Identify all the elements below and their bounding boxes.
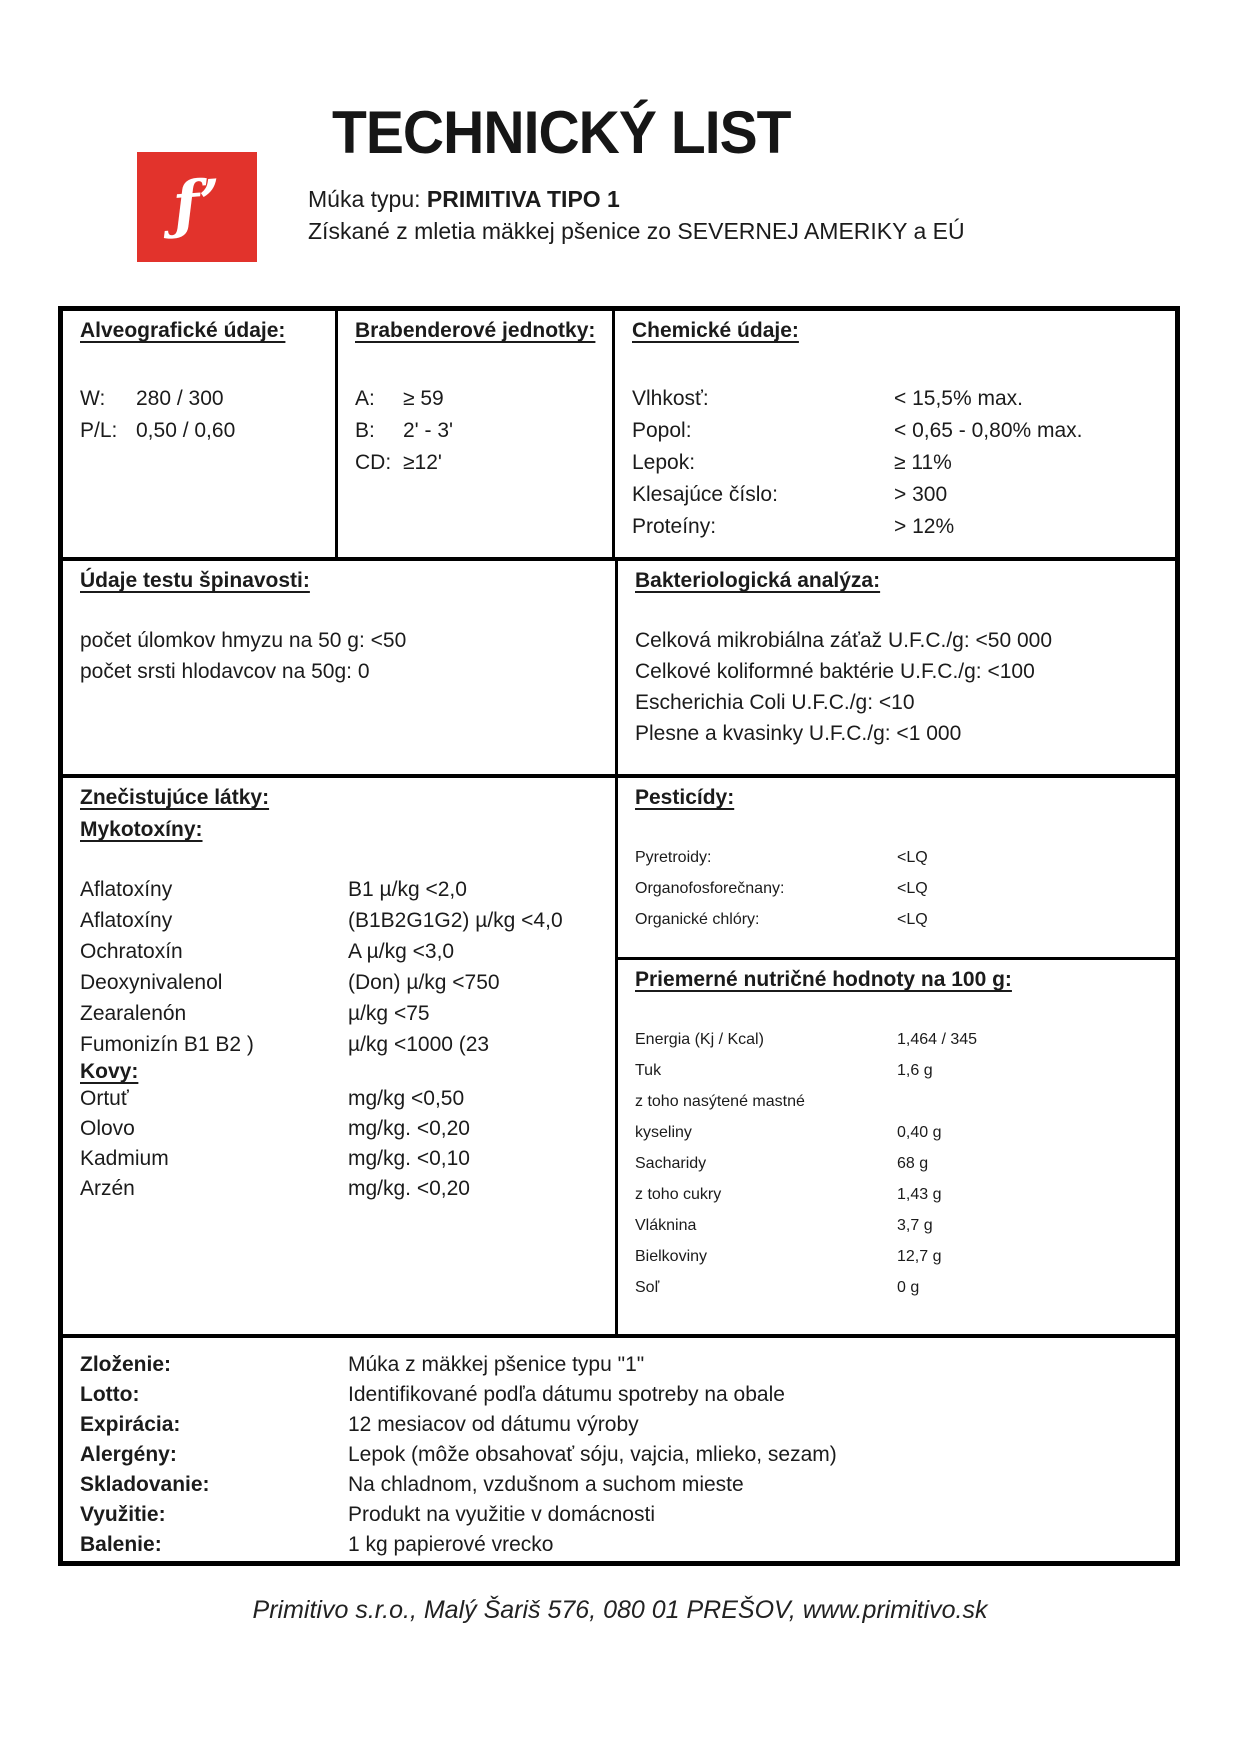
row-value: <LQ (897, 849, 928, 866)
row-value: Na chladnom, vzdušnom a suchom mieste (348, 1473, 744, 1496)
table-row (635, 904, 1163, 935)
table-row (635, 1055, 1163, 1086)
section-heading: Mykotoxíny: (80, 818, 203, 841)
table-row (635, 1117, 1163, 1148)
row-value: > 300 (894, 483, 948, 506)
table-row (80, 1470, 1163, 1500)
table-row (635, 1272, 1163, 1303)
page-title: TECHNICKÝ LIST (332, 99, 791, 166)
row-value: ≥ 11% (894, 451, 952, 474)
row-value: Identifikované podľa dátumu spotreby na obale (348, 1383, 785, 1406)
pesticides-cell (618, 778, 1175, 960)
row-label: Deoxynivalenol (80, 971, 223, 994)
table-row (635, 1086, 1163, 1117)
row-label: Organofosforečnany: (635, 880, 785, 897)
table-row (632, 479, 1163, 511)
table-row (80, 874, 603, 905)
table-row (80, 936, 603, 967)
table-row (355, 415, 600, 447)
row-value: < 15,5% max. (894, 387, 1023, 410)
row-label: z toho nasýtené mastné (635, 1093, 805, 1110)
row-value: 0,50 / 0,60 (136, 419, 236, 442)
row-label: Balenie: (80, 1533, 162, 1556)
row-value: mg/kg <0,50 (348, 1087, 465, 1110)
row-label: kyseliny (635, 1124, 692, 1141)
row-label: Alergény: (80, 1443, 177, 1466)
table-row (635, 1210, 1163, 1241)
table-row (80, 1084, 603, 1114)
flour-type-line (308, 186, 620, 213)
data-line: počet úlomkov hmyzu na 50 g: <50 (80, 629, 407, 652)
data-line: Celkové koliformné baktérie U.F.C./g: <100 (635, 660, 1035, 683)
table-row (635, 1148, 1163, 1179)
spec-table (58, 306, 1180, 1566)
row-value: 12 mesiacov od dátumu výroby (348, 1413, 639, 1436)
section-heading: Údaje testu špinavosti: (80, 569, 310, 592)
row-value (897, 1086, 1163, 1117)
row-value: A µ/kg <3,0 (348, 940, 455, 963)
bacteriological-cell (618, 561, 1175, 774)
row-value: 1 kg papierové vrecko (348, 1533, 554, 1556)
section-heading: Pesticídy: (635, 786, 735, 809)
chemical-cell (615, 311, 1175, 557)
table-row-3 (63, 774, 1175, 1334)
row-value: 2' - 3' (403, 419, 454, 442)
flour-type-label: Múka typu: (308, 186, 427, 212)
table-row (355, 447, 600, 479)
row-label: W: (80, 387, 106, 410)
row-value: µ/kg <1000 (23 (348, 1033, 490, 1056)
row-label: Zloženie: (80, 1353, 172, 1376)
section-heading: Kovy: (80, 1060, 139, 1083)
row-value: 0 g (897, 1279, 920, 1296)
table-row (80, 1114, 603, 1144)
row-value: mg/kg. <0,20 (348, 1177, 470, 1200)
table-row-1 (63, 311, 1175, 557)
table-row (80, 1410, 1163, 1440)
table-row (80, 967, 603, 998)
row-label: Pyretroidy: (635, 849, 712, 866)
row-value: 68 g (897, 1155, 929, 1172)
row-value: ≥12' (403, 451, 442, 474)
row-label: Bielkoviny (635, 1248, 708, 1265)
brand-logo (137, 152, 257, 262)
row-label: z toho cukry (635, 1186, 722, 1203)
row-value: mg/kg. <0,20 (348, 1117, 470, 1140)
row-label: CD: (355, 451, 392, 474)
section-heading: Brabenderové jednotky: (355, 319, 596, 342)
row-label: Využitie: (80, 1503, 166, 1526)
table-row (80, 1029, 603, 1060)
row-label: Aflatoxíny (80, 878, 173, 901)
row-label: Fumonizín B1 B2 ) (80, 1033, 254, 1056)
table-row (632, 511, 1163, 543)
row-value: 12,7 g (897, 1248, 942, 1265)
section-heading: Bakteriologická analýza: (635, 569, 881, 592)
row-value: 3,7 g (897, 1217, 933, 1234)
table-row-4 (63, 1334, 1175, 1561)
table-row (355, 383, 600, 415)
row-label: Vlhkosť: (632, 387, 709, 410)
section-heading: Znečistujúce látky: (80, 786, 270, 809)
row-label: Soľ (635, 1279, 660, 1296)
row-value: µ/kg <75 (348, 1002, 430, 1025)
nutrition-cell (618, 960, 1175, 1334)
row-label: Popol: (632, 419, 692, 442)
row-label: Lotto: (80, 1383, 140, 1406)
table-row (635, 842, 1163, 873)
brabender-cell (338, 311, 615, 557)
row-label: Energia (Kj / Kcal) (635, 1031, 764, 1048)
row-value: Lepok (môže obsahovať sóju, vajcia, mlieko, sezam) (348, 1443, 837, 1466)
table-row (80, 998, 603, 1029)
row-label: Skladovanie: (80, 1473, 210, 1496)
row-value: 1,464 / 345 (897, 1031, 978, 1048)
table-row (632, 447, 1163, 479)
row-value: ≥ 59 (403, 387, 444, 410)
contaminants-cell (63, 778, 618, 1334)
table-row (632, 415, 1163, 447)
row-label: Aflatoxíny (80, 909, 173, 932)
table-row (80, 383, 323, 415)
section-heading: Alveografické údaje: (80, 319, 286, 342)
table-row (80, 1144, 603, 1174)
table-row (635, 873, 1163, 904)
row-label: B: (355, 419, 375, 442)
row-label: Ochratoxín (80, 940, 183, 963)
row-label: Vláknina (635, 1217, 697, 1234)
row-value: Produkt na využitie v domácnosti (348, 1503, 655, 1526)
row-label: Ortuť (80, 1087, 129, 1110)
row-label: Olovo (80, 1117, 135, 1140)
row-value: <LQ (897, 911, 928, 928)
section-heading: Priemerné nutričné hodnoty na 100 g: (635, 968, 1012, 991)
section-heading: Chemické údaje: (632, 319, 799, 342)
row-value: 0,40 g (897, 1124, 942, 1141)
table-row (635, 1024, 1163, 1055)
table-row (632, 383, 1163, 415)
row-value: (B1B2G1G2) µ/kg <4,0 (348, 909, 563, 932)
table-row (80, 1440, 1163, 1470)
table-row (80, 1380, 1163, 1410)
pesticides-nutrition-column (618, 778, 1175, 1334)
table-row (635, 1179, 1163, 1210)
table-row-2 (63, 557, 1175, 774)
table-row (80, 415, 323, 447)
row-label: P/L: (80, 419, 118, 442)
data-line: Plesne a kvasinky U.F.C./g: <1 000 (635, 722, 962, 745)
row-label: Sacharidy (635, 1155, 707, 1172)
row-label: Expirácia: (80, 1413, 181, 1436)
row-label: Zearalenón (80, 1002, 187, 1025)
row-label: Kadmium (80, 1147, 169, 1170)
alveographic-cell (63, 311, 338, 557)
company-footer: Primitivo s.r.o., Malý Šariš 576, 080 01 PREŠOV, www.primitivo.sk (252, 1596, 988, 1624)
row-value: 1,43 g (897, 1186, 942, 1203)
row-label: Tuk (635, 1062, 662, 1079)
row-value: <LQ (897, 880, 928, 897)
row-value: mg/kg. <0,10 (348, 1147, 470, 1170)
row-label: Organické chlóry: (635, 911, 760, 928)
data-line: počet srsti hlodavcov na 50g: 0 (80, 660, 370, 683)
table-row (80, 1500, 1163, 1530)
row-value: 280 / 300 (136, 387, 224, 410)
origin-line: Získané z mletia mäkkej pšenice zo SEVERNEJ AMERIKY a EÚ (308, 218, 965, 244)
table-row (635, 1241, 1163, 1272)
flour-brand-icon: ƒ’ (170, 165, 224, 242)
row-label: Arzén (80, 1177, 135, 1200)
table-row (80, 905, 603, 936)
row-value: Múka z mäkkej pšenice typu "1" (348, 1353, 645, 1376)
table-row (80, 1174, 603, 1204)
row-value: (Don) µ/kg <750 (348, 971, 500, 994)
row-value: 1,6 g (897, 1062, 933, 1079)
product-info-cell (63, 1338, 1175, 1561)
row-label: A: (355, 387, 375, 410)
row-label: Lepok: (632, 451, 696, 474)
row-label: Klesajúce číslo: (632, 483, 778, 506)
row-label: Proteíny: (632, 515, 717, 538)
flour-type-value: PRIMITIVA TIPO 1 (426, 186, 620, 212)
data-line: Escherichia Coli U.F.C./g: <10 (635, 691, 915, 714)
row-value: B1 µ/kg <2,0 (348, 878, 467, 901)
table-row (80, 1530, 1163, 1560)
dirt-test-cell (63, 561, 618, 774)
row-value: < 0,65 - 0,80% max. (894, 419, 1083, 442)
data-line: Celková mikrobiálna záťaž U.F.C./g: <50 000 (635, 629, 1052, 652)
row-value: > 12% (894, 515, 955, 538)
table-row (80, 1350, 1163, 1380)
